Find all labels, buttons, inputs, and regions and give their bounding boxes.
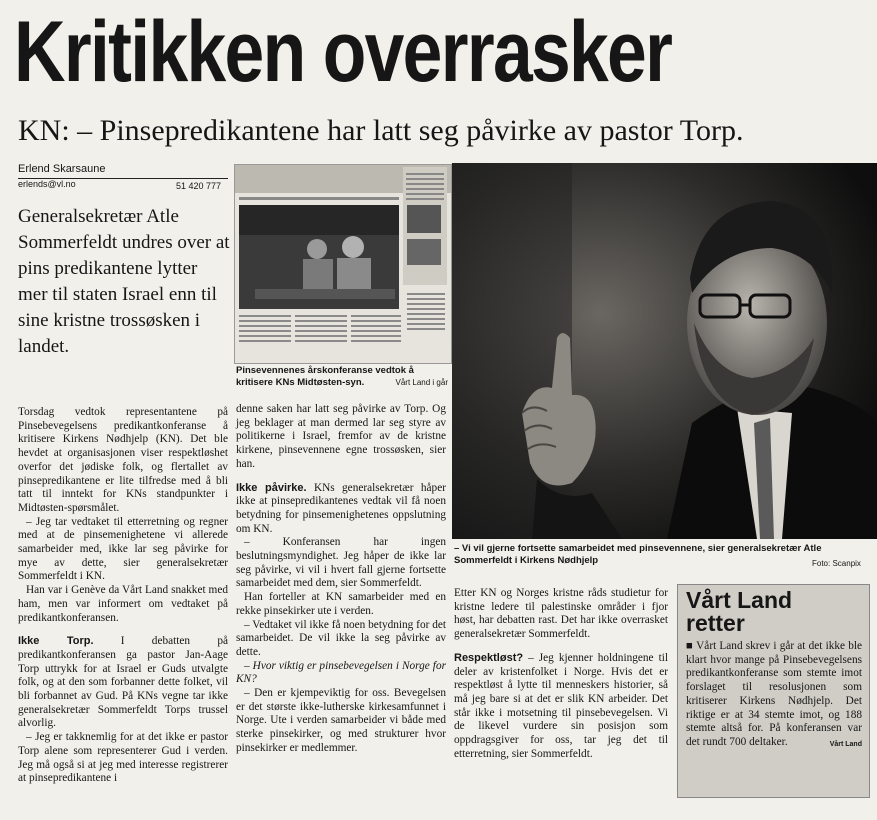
- byline-phone: 51 420 777: [176, 181, 222, 191]
- kicker-ikke-pavirke: Ikke påvirke.: [236, 481, 307, 494]
- correction-title-line1: Vårt Land: [686, 587, 793, 613]
- correction-body: Vårt Land skrev i går at det ikke ble klart hvor mange på Pinsebevegelsens predikantkonferanse som stemte imot forslaget til resolusjonen som kritiserer Kirkens Nødhjelp. Det riktige er at 34 stemte imot, og 188 stemte altså for. På konferansen var det rundt 700 deltaker.: [686, 640, 862, 748]
- kicker-ikke-torp: Ikke Torp.: [18, 635, 94, 648]
- body-column-1: [18, 406, 228, 786]
- paragraph-text: I debatten på predikantkonferansen ga pastor Jan-Aage Torp uttrykk for at Israel er Guds utvalgte folk, og at den som forbanner dette folket, vil bli forbannet av Gud. På KNs vegne tar ikke generalsekretær Sommerfeldt Torps trussel alvorlig.: [18, 635, 228, 730]
- clipping-caption: [236, 365, 448, 389]
- byline-name: Erlend Skarsaune: [18, 163, 228, 179]
- paragraph: Han forteller at KN samarbeider med en rekke pinsekirker ute i verden.: [236, 591, 446, 617]
- photo-caption: – Vi vil gjerne fortsette samarbeidet med pinsevennene, sier generalsekretær Atle Sommerfeldt i Kirkens Nødhjelp: [454, 543, 822, 566]
- paragraph: [236, 482, 446, 537]
- paragraph-question: – Hvor viktig er pinsebevegelsen i Norge for KN?: [236, 659, 446, 686]
- lead-paragraph: Generalsekretær Atle Sommerfeldt undres over at pins predikantene lytter mer til staten Israel enn til sine kristne trossøsken i landet.: [18, 206, 230, 357]
- correction-box: [677, 584, 870, 798]
- photo-image: [452, 163, 877, 539]
- paragraph: Han var i Genève da Vårt Land snakket med ham, men var informert om vedtaket på predikantkonferansen.: [18, 584, 228, 624]
- kicker-respektlost: Respektløst?: [454, 651, 524, 664]
- paragraph-text: – Jeg kjenner holdningene til deler av kristenfolket i Norge. Hvis det er respektløst å lytte til menneskers historier, så må jeg bare si at det er slik KN arbeider. Det står ikke i motsetning til pinsebevegelsen. Vi de likevel vurdere sin posisjon som oppdragsgiver for oss, tar jeg det til etterretning, sier Sommerfeldt.: [454, 651, 668, 760]
- paragraph: [18, 635, 228, 731]
- paragraph: denne saken har latt seg påvirke av Torp. Og jeg beklager at man dermed lar seg styre av politikerne i Israel, fremfor av de kristne kirkene, pinsevennene egne trossøsken, sier han.: [236, 403, 446, 470]
- subheadline: KN: – Pinsepredikantene har latt seg påvirke av pastor Torp.: [18, 114, 744, 147]
- byline-email: erlends@vl.no: [18, 179, 76, 189]
- newspaper-clipping: [234, 164, 452, 364]
- paragraph: – Vedtaket vil ikke få noen betydning for det samarbeidet. De vil ikke la seg påvirke av dette.: [236, 618, 446, 658]
- correction-title-line2: retter: [686, 610, 745, 636]
- paragraph: Etter KN og Norges kristne råds studietur for kristne ledere til palestinske områder i fjor høst, har debatten rast. Det har ikke overrasket generalsekretær Sommerfeldt.: [454, 587, 668, 641]
- body-column-2: [236, 403, 446, 756]
- correction-text: [686, 640, 862, 752]
- correction-signature: Vårt Land: [829, 740, 862, 748]
- headline: Kritikken overrasker: [14, 4, 672, 100]
- paragraph: – Jeg tar vedtaket til etterretning og regner med at de pinsemenighetene vi allerede samarbeider med, ikke lar seg påvirke for mye av dette, sier generalsekretær Sommerfeldt i KN.: [18, 515, 228, 583]
- paragraph: Torsdag vedtok representantene på Pinsebevegelsens predikantkonferanse å kritisere Kirkens Nødhjelp (KN). Det ble hevdet at organisasjonen viser respektløshet overfor det jødiske folk, og flertallet av pinsepredikantene er lite tilfredse med å bli tatt til inntekt for KNs standpunkter i Midtøsten-spørsmålet.: [18, 406, 228, 514]
- paragraph: – Den er kjempeviktig for oss. Bevegelsen er det største ikke-lutherske kirkesamfunnet i Norge. Ute i verden samarbeider vi både med sterke pinsekirker, og med strukturer hvor pinsekirker er medlemmer.: [236, 687, 446, 754]
- body-column-3: [454, 587, 668, 761]
- clipping-credit: Vårt Land i går: [395, 378, 448, 387]
- portrait-photo: [452, 163, 877, 539]
- paragraph: [454, 652, 668, 762]
- paragraph: – Konferansen har ingen beslutningsmyndighet. Jeg håper de ikke lar seg påvirke, vi vil i hvert fall gjerne fortsette samarbeidet med dem, sier Sommerfeldt.: [236, 536, 446, 590]
- paragraph: – Jeg er takknemlig for at det ikke er pastor Torp alene som representerer Gud i verden. Jeg må også si at jeg med interesse registrerer at pinsepredikantene i: [18, 731, 228, 785]
- photo-credit: Foto: Scanpix: [812, 559, 861, 568]
- clipping-image: [235, 165, 451, 363]
- paragraph-text: KNs generalsekretær håper ikke at pinsepredikantenes vedtak vil få noen betydning for pinsemenighetenes oppslutning om KN.: [236, 481, 446, 535]
- square-bullet-icon: ■: [686, 640, 697, 652]
- correction-title: [686, 589, 792, 635]
- clipping-caption-text: Pinsevennenes årskonferanse vedtok å kritisere KNs Midtøsten-syn.: [236, 365, 414, 388]
